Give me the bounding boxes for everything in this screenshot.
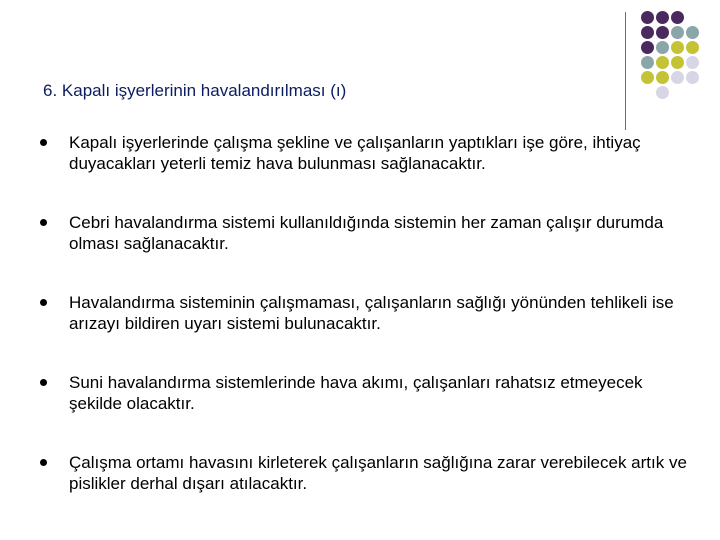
bullet-text: Cebri havalandırma sistemi kullanıldığında sistemin her zaman çalışır durumda olması sağlanacaktır. [69,213,664,253]
bullet-dot-icon [40,379,47,386]
decorative-dot [686,71,699,84]
bullet-text: Çalışma ortamı havasını kirleterek çalışanların sağlığına zarar verebilecek artık ve pislikler derhal dışarı atılacaktır. [69,453,687,493]
bullet-text: Havalandırma sisteminin çalışmaması, çalışanların sağlığı yönünden tehlikeli ise arızayı bildiren uyarı sistemi bulunacaktır. [69,293,674,333]
decorative-dot [656,71,669,84]
bullet-text: Suni havalandırma sistemlerinde hava akımı, çalışanları rahatsız etmeyecek şekilde olacaktır. [69,373,643,413]
bullet-text: Kapalı işyerlerinde çalışma şekline ve çalışanların yaptıkları işe göre, ihtiyaç duyacakları yeterli temiz hava bulunması sağlanacaktır. [69,133,641,173]
decorative-dot [656,86,669,99]
decorative-dot [641,71,654,84]
bullet-item [40,132,700,174]
bullet-item [40,212,700,254]
decorative-dot [671,11,684,24]
decorative-dot [686,26,699,39]
bullet-dot-icon [40,459,47,466]
decorative-dot [671,41,684,54]
decorative-dot [686,56,699,69]
bullet-dot-icon [40,219,47,226]
decorative-dot [686,41,699,54]
decorative-dot [641,56,654,69]
decorative-dot [641,11,654,24]
bullet-item [40,452,700,494]
decorative-divider-line [625,12,626,130]
bullet-dot-icon [40,299,47,306]
decorative-dot [641,26,654,39]
bullet-item [40,372,700,414]
bullet-list [40,132,700,532]
bullet-item [40,292,700,334]
decorative-dot [656,56,669,69]
bullet-dot-icon [40,139,47,146]
slide-title: 6. Kapalı işyerlerinin havalandırılması (ı) [43,81,347,100]
decorative-dot [671,71,684,84]
decorative-dot [656,11,669,24]
decorative-dot [671,26,684,39]
decorative-dot [641,41,654,54]
decorative-dot [656,26,669,39]
decorative-dot [671,56,684,69]
decorative-dot [656,41,669,54]
